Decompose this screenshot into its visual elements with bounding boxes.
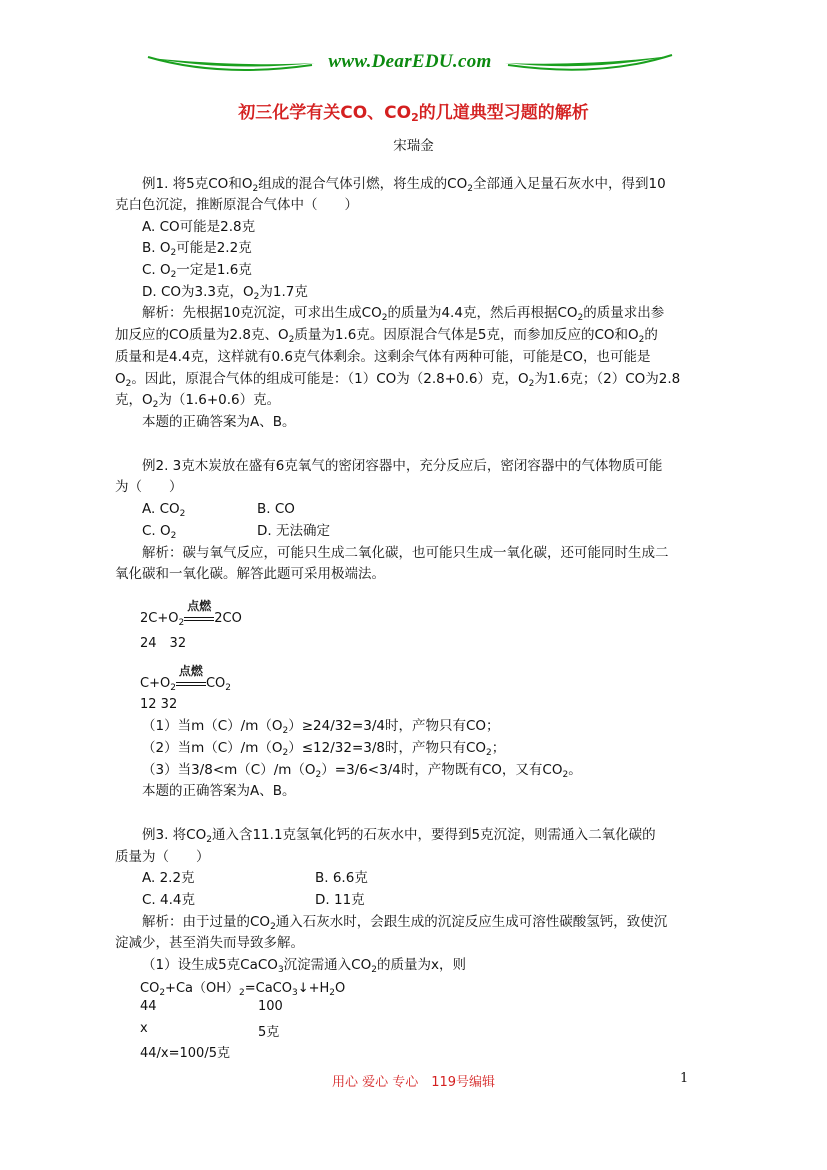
ex2-case-2: （2）当$m(C)/m(O_2)\le 12/32=3/8$时，产物只有$CO_2$；	[142, 740, 506, 758]
ex1-option-c: C. $O_2$一定是1.6克	[142, 262, 252, 280]
ex1-option-b: B. $O_2$可能是2.2克	[142, 240, 252, 258]
page-title: 初三化学有关CO、$CO_2$的几道典型习题的解析	[238, 103, 589, 124]
ex2-case-1: （1）当$m(C)/m(O_2)\ge 24/32=3/4$时，产物只有CO；	[142, 718, 500, 736]
ex3-option-d: D. 11克	[315, 892, 365, 908]
equation-2: $C+O_2$ 点燃 $CO_2$	[140, 663, 231, 693]
ex3-option-c: C. 4.4克	[142, 892, 195, 908]
equation-2-masses: 12 32	[140, 697, 178, 712]
ex1-analysis-line5: 克，$O_2$为（1.6+0.6）克。	[115, 392, 281, 410]
ex1-answer: 本题的正确答案为A、B。	[142, 414, 296, 430]
ex2-analysis-line2: 氧化碳和一氧化碳。解答此题可采用极端法。	[115, 566, 385, 582]
ex3-option-a: A. 2.2克	[142, 870, 195, 886]
ex2-option-a: A. $CO_2$	[142, 501, 186, 519]
ex2-question-line1: 例2. 3克木炭放在盛有6克氧气的密闭容器中，充分反应后，密闭容器中的气体物质可能	[142, 458, 663, 474]
ex3-option-b: B. 6.6克	[315, 870, 368, 886]
reaction-condition-1: 点燃	[184, 612, 214, 626]
ex3-analysis-line2: 淀减少，甚至消失而导致多解。	[115, 935, 304, 951]
ex3-question-line1: 例3. 将$CO_2$通入含11.1克氢氧化钙的石灰水中，要得到5克沉淀，则需通入二氧化碳的	[142, 827, 656, 845]
page-number: 1	[680, 1071, 689, 1086]
ex2-option-b: B. CO	[257, 501, 295, 517]
equation-1-masses: 24 32	[140, 636, 187, 651]
site-header	[140, 48, 680, 78]
ex1-analysis-line3: 质量和是4.4克，这样就有0.6克气体剩余。这剩余气体有两种可能，可能是CO，也可能是	[115, 349, 651, 365]
ex2-analysis-line1: 解析：碳与氧气反应，可能只生成二氧化碳，也可能只生成一氧化碳，还可能同时生成二	[142, 545, 669, 561]
equation-1: $2C+O_2$ 点燃 2CO	[140, 598, 242, 628]
footer-note: 用心 爱心 专心 119号编辑	[331, 1075, 496, 1090]
ex3-question-line2: 质量为（ ）	[115, 849, 210, 865]
ex3-mass-row-1: 44 100	[140, 999, 283, 1014]
ex3-mass-row-2: x 5克	[140, 1021, 280, 1040]
ex1-question-line2: 克白色沉淀，推断原混合气体中（ ）	[115, 197, 358, 213]
ex1-question-line1: 例1. 将5克CO和$O_2$组成的混合气体引燃，将生成的$CO_2$全部通入足量石灰水中，得到10	[142, 176, 666, 194]
ex3-ratio: 44/x=100/5克	[140, 1046, 230, 1061]
ex1-option-d: D. CO为3.3克，$O_2$为1.7克	[142, 284, 308, 302]
ex2-question-line2: 为（ ）	[115, 479, 183, 495]
ex2-option-c: C. $O_2$	[142, 523, 177, 541]
author: 宋瑞金	[393, 138, 434, 154]
ex2-answer: 本题的正确答案为A、B。	[142, 783, 296, 799]
ex1-analysis-line2: 加反应的CO质量为2.8克、$O_2$质量为1.6克。因原混合气体是5克，而参加反应的CO和$O_2$的	[115, 327, 658, 345]
ex1-analysis-line4: $O_2$。因此，原混合气体的组成可能是：（1）CO为（2.8+0.6）克，$O_2$为1.6克；（2）CO为2.8	[115, 371, 681, 389]
ex3-equation: $CO_2+Ca(OH)_2=CaCO_3↓+H_2O$	[140, 981, 346, 998]
site-url[interactable]: www.DearEDU.com	[328, 51, 492, 72]
ex3-analysis-line1: 解析：由于过量的$CO_2$通入石灰水时，会跟生成的沉淀反应生成可溶性碳酸氢钙，致使沉	[142, 914, 668, 932]
ex2-option-d: D. 无法确定	[257, 523, 330, 539]
ex2-case-3: （3）当$3/8<m(C)/m(O_2)=3/6<3/4$时，产物既有CO，又有$CO_2$。	[142, 762, 582, 780]
ex1-option-a: A. CO可能是2.8克	[142, 219, 256, 235]
ex1-analysis-line1: 解析：先根据10克沉淀，可求出生成$CO_2$的质量为4.4克，然后再根据$CO_2$的质量求出参	[142, 305, 665, 323]
ex3-step-1: （1）设生成5克CaCO$_3$沉淀需通入$CO_2$的质量为x，则	[142, 957, 466, 975]
reaction-condition-2: 点燃	[176, 677, 206, 691]
